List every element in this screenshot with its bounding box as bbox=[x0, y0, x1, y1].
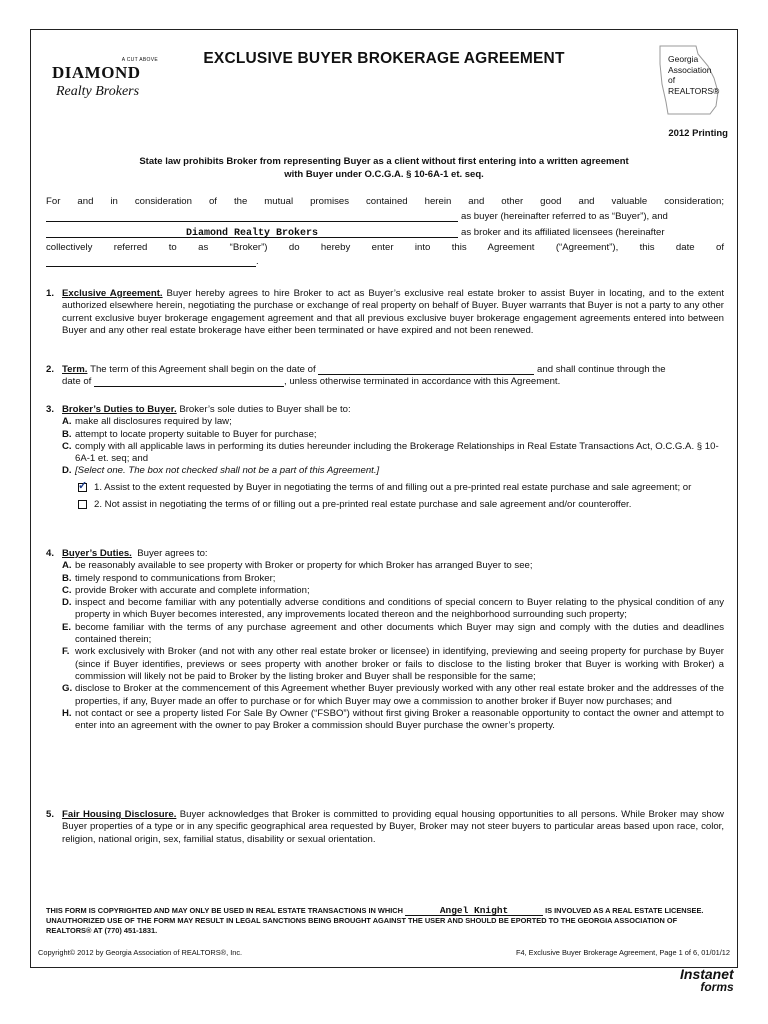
section-2-text-b: and shall continue through the bbox=[537, 364, 666, 375]
option-1-text: 1. Assist to the extent requested by Buyer in negotiating the terms of and filling out a pre-printed real estate purchase and sale agreement; or bbox=[94, 481, 692, 493]
term-start-date-field[interactable] bbox=[318, 364, 534, 375]
printing-year: 2012 Printing bbox=[668, 128, 728, 139]
term-end-date-field[interactable] bbox=[94, 376, 284, 387]
logo-word: DIAMOND bbox=[52, 63, 141, 82]
gar-line-2: Association bbox=[668, 64, 712, 75]
footer-copyright-row bbox=[38, 948, 730, 957]
section-4 bbox=[46, 548, 724, 732]
form-id-text: F4, Exclusive Buyer Brokerage Agreement, Page 1 of 6, 01/01/12 bbox=[515, 948, 730, 957]
copyright-notice bbox=[46, 906, 724, 936]
list-item: G. disclose to Broker at the commencement of this Agreement whether Buyer previously worked with any other real estate broker and the addresses of the properties, if any, Buyer made an offer to purchase or for which Buyer may owe a commission to another broker if Buyer now purchases; and bbox=[62, 683, 724, 707]
section-3-intro: Broker’s sole duties to Buyer shall be to: bbox=[179, 404, 351, 415]
intro-line-2: as buyer (hereinafter referred to as “Buyer”), and bbox=[461, 211, 668, 223]
section-1-text: Buyer hereby agrees to hire Broker to act as Buyer’s exclusive real estate broker to assist Buyer in locating, and to the extent authorized elsewhere herein, negotiating the purchase or exchange of real property on behalf of Buyer. Buyer warrants that Buyer is not a party to any other current exclusive buyer brokerage engagement agreement and that all previous exclusive buyer brokerage engagement agreements entered into between Buyer and any other real estate brokerage have either been terminated or have expired and not been renewed. bbox=[62, 288, 725, 336]
gar-line-1: Georgia bbox=[668, 54, 699, 64]
list-item: D. inspect and become familiar with any potentially adverse conditions and conditions of special concern to Buyer relating to the physical condition of any property in which Buyer becomes interested, any improvements located thereon and the neighborhood surrounding such property; bbox=[62, 597, 724, 621]
list-item: B. timely respond to communications from Broker; bbox=[62, 572, 276, 584]
list-item: A. be reasonably available to see property with Broker or property for which Broker has arranged Buyer to see; bbox=[62, 560, 533, 572]
intro-line-4: collectively referred to as “Broker”) do hereby enter into this Agreement (“Agreement”), this date of bbox=[46, 241, 724, 253]
option-2-text: 2. Not assist in negotiating the terms of or filling out a pre-printed real estate purchase and sale agreement and/or counteroffer. bbox=[94, 499, 632, 511]
list-item: E. become familiar with the terms of any purchase agreement and other documents which Buyer may sign and comply with the duties and deadlines contained therein; bbox=[62, 621, 724, 646]
list-item: F. work exclusively with Broker (and not with any other real estate broker or licensee) in identifying, previewing and seeing property for purchase by Buyer (since if Buyer identifies, previews or sees property with another broker or fails to disclose to the listing broker that Buyer is working with Broker) a commission will likely not be paid to Broker by the listing broker and Buyer shall be responsible for the same; bbox=[62, 646, 724, 682]
intro-paragraph bbox=[46, 196, 724, 268]
option-1-row bbox=[74, 479, 724, 494]
list-item: C. provide Broker with accurate and complete information; bbox=[62, 584, 310, 596]
brand-line-2: forms bbox=[700, 980, 734, 994]
section-5-number: 5. bbox=[46, 809, 55, 820]
list-item: D. [Select one. The box not checked shall not be a part of this Agreement.] bbox=[62, 465, 380, 477]
section-1 bbox=[46, 288, 724, 337]
state-law-line-1: State law prohibits Broker from representing Buyer as a client without first entering into a written agreement bbox=[139, 156, 629, 167]
logo-subtitle: Realty Brokers bbox=[56, 84, 140, 99]
state-law-notice bbox=[0, 155, 768, 181]
document-title: EXCLUSIVE BUYER BROKERAGE AGREEMENT bbox=[203, 50, 565, 67]
option-2-row bbox=[74, 499, 724, 511]
logo-tagline: A CUT ABOVE bbox=[121, 57, 158, 63]
list-item: A. make all disclosures required by law; bbox=[62, 416, 232, 428]
option-1-checkbox[interactable] bbox=[78, 479, 88, 492]
instanet-forms-logo bbox=[680, 968, 734, 994]
section-5-heading: Fair Housing Disclosure. bbox=[62, 809, 177, 820]
intro-line-5: . bbox=[256, 256, 259, 268]
intro-line-1: For and in consideration of the mutual promises contained herein and other good and valuable consideration; bbox=[46, 196, 724, 207]
licensee-name-field[interactable] bbox=[405, 906, 543, 916]
section-2-text-c: date of bbox=[62, 376, 92, 388]
section-1-heading: Exclusive Agreement. bbox=[62, 288, 163, 299]
section-3 bbox=[46, 404, 724, 511]
legal-text-b: IS INVOLVED AS A REAL ESTATE LICENSEE. UNAUTHORIZED USE OF THE FORM MAY RESULT IN LEGAL SANCTIONS BEING BROUGHT AGAINST THE USER AND SHOULD BE EPORTED TO THE GEORGIA ASSOCIATION OF REALTORS® AT (770) 451-1831. bbox=[46, 906, 704, 935]
section-2-number: 2. bbox=[46, 364, 55, 375]
section-3-heading: Broker’s Duties to Buyer. bbox=[62, 404, 177, 415]
section-4-intro: Buyer agrees to: bbox=[137, 548, 208, 559]
list-item: H. not contact or see a property listed For Sale By Owner (“FSBO”) without first giving Broker a reasonable opportunity to contact the owner and attempt to enter into an agreement with the owner to pay Broker a commission should Buyer purchase the owner’s property. bbox=[62, 707, 724, 732]
section-2-text-d: , unless otherwise terminated in accordance with this Agreement. bbox=[284, 376, 561, 388]
section-2-text-a: The term of this Agreement shall begin on the date of bbox=[90, 364, 316, 375]
list-item: B. attempt to locate property suitable to Buyer for purchase; bbox=[62, 428, 317, 440]
intro-line-3: as broker and its affiliated licensees (hereinafter bbox=[461, 226, 665, 238]
option-2-checkbox[interactable] bbox=[78, 500, 87, 509]
section-2-heading: Term. bbox=[62, 364, 88, 375]
section-1-number: 1. bbox=[46, 288, 55, 299]
brand-line-1: Instanet bbox=[680, 966, 734, 982]
section-2 bbox=[46, 364, 724, 389]
state-law-line-2: with Buyer under O.C.G.A. § 10-6A-1 et. seq. bbox=[284, 169, 484, 180]
section-5-text: Buyer acknowledges that Broker is committed to providing equal housing opportunities to all persons. While Broker may show Buyer properties of a type or in any specific geographical area requested by Buyer, Broker may not steer buyers to particular areas based upon race, color, religion, national origin, sex, familial status, disability or sexual orientation. bbox=[62, 809, 724, 845]
section-3-number: 3. bbox=[46, 404, 55, 415]
broker-name-field[interactable] bbox=[46, 227, 458, 238]
section-5 bbox=[46, 809, 724, 846]
buyer-name-field[interactable] bbox=[46, 211, 458, 222]
georgia-realtors-logo bbox=[654, 44, 726, 116]
section-4-heading: Buyer’s Duties. bbox=[62, 548, 132, 559]
agreement-date-field[interactable] bbox=[46, 256, 256, 267]
legal-text-a: THIS FORM IS COPYRIGHTED AND MAY ONLY BE USED IN REAL ESTATE TRANSACTIONS IN WHICH bbox=[46, 906, 403, 915]
gar-line-3: of REALTORS® bbox=[668, 75, 720, 96]
section-4-number: 4. bbox=[46, 548, 55, 559]
copyright-text: Copyright© 2012 by Georgia Association of REALTORS®, Inc. bbox=[38, 948, 243, 957]
broker-name-value: Diamond Realty Brokers bbox=[185, 227, 319, 239]
list-item: C. comply with all applicable laws in performing its duties hereunder including the Brokerage Relationships in Real Estate Transactions Act, O.C.G.A. § 10-6A-1 et. seq; and bbox=[62, 440, 719, 465]
licensee-name-value: Angel Knight bbox=[439, 905, 509, 916]
checkmark-icon: ✓ bbox=[78, 479, 88, 492]
